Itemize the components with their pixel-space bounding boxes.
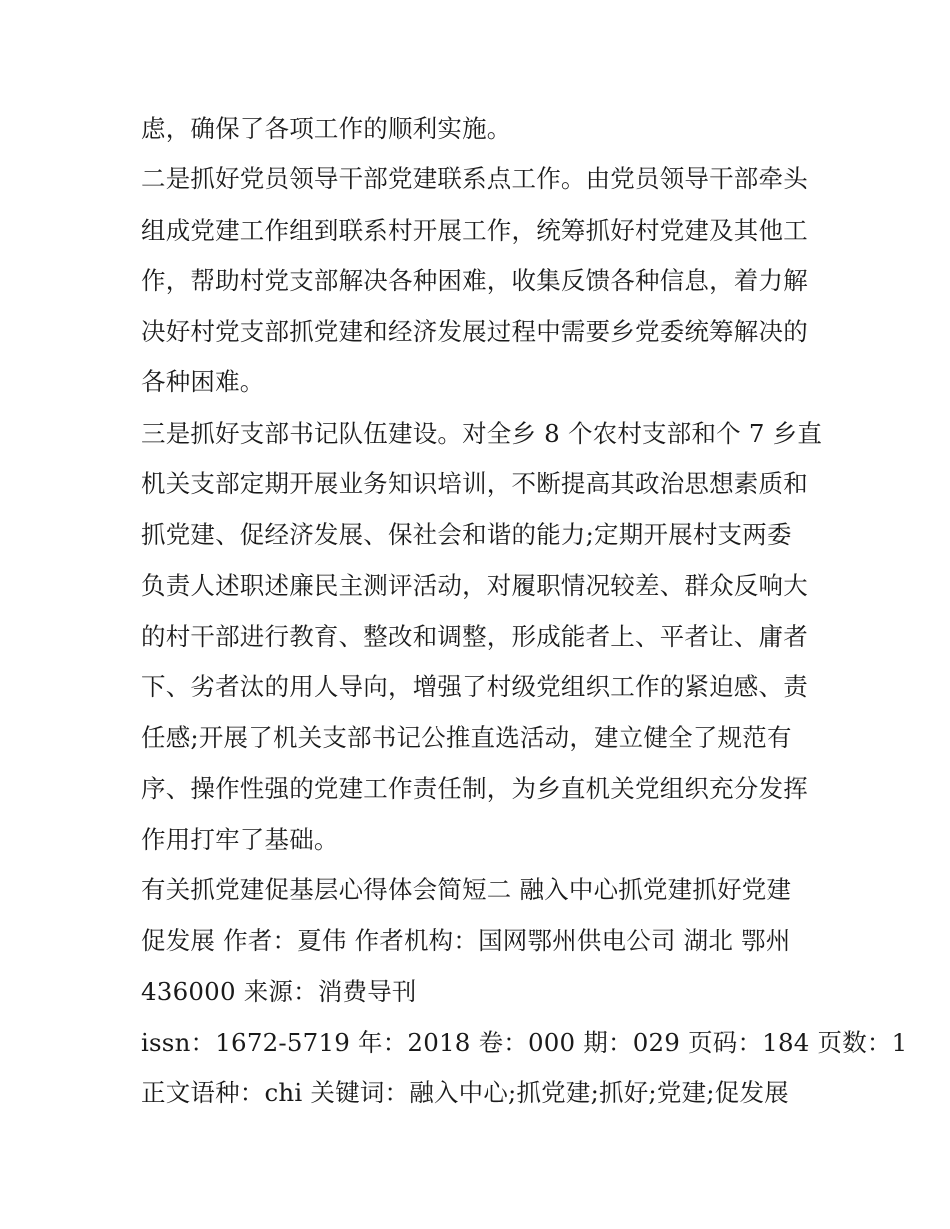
text-line-20: 正文语种：chi 关键词：融入中心;抓党建;抓好;党建;促发展	[141, 1078, 789, 1107]
text-line-6: 各种困难。	[141, 367, 265, 396]
text-line-17: 促发展 作者：夏伟 作者机构：国网鄂州供电公司 湖北 鄂州	[141, 926, 791, 955]
text-line-15: 作用打牢了基础。	[141, 825, 339, 854]
text-line-10: 负责人述职述廉民主测评活动，对履职情况较差、群众反响大	[141, 571, 808, 600]
text-line-7: 三是抓好支部书记队伍建设。对全乡 8 个农村支部和个 7 乡直	[141, 419, 823, 448]
text-line-2: 二是抓好党员领导干部党建联系点工作。由党员领导干部牵头	[141, 164, 808, 193]
text-line-18: 436000 来源：消费导刊	[141, 977, 417, 1006]
text-line-4: 作，帮助村党支部解决各种困难，收集反馈各种信息，着力解	[141, 266, 808, 295]
text-line-13: 任感;开展了机关支部书记公推直选活动，建立健全了规范有	[141, 723, 792, 752]
text-line-8: 机关支部定期开展业务知识培训，不断提高其政治思想素质和	[141, 469, 808, 498]
text-line-1: 虑，确保了各项工作的顺利实施。	[141, 114, 512, 143]
text-line-5: 决好村党支部抓党建和经济发展过程中需要乡党委统筹解决的	[141, 317, 808, 346]
text-line-19: issn：1672-5719 年：2018 卷：000 期：029 页码：184 页数：1	[141, 1028, 908, 1057]
text-line-16: 有关抓党建促基层心得体会简短二 融入中心抓党建抓好党建	[141, 875, 792, 904]
text-line-9: 抓党建、促经济发展、保社会和谐的能力;定期开展村支两委	[141, 520, 792, 549]
text-line-14: 序、操作性强的党建工作责任制，为乡直机关党组织充分发挥	[141, 774, 808, 803]
text-line-12: 下、劣者汰的用人导向，增强了村级党组织工作的紧迫感、责	[141, 672, 808, 701]
text-line-3: 组成党建工作组到联系村开展工作，统筹抓好村党建及其他工	[141, 216, 808, 245]
text-line-11: 的村干部进行教育、整改和调整，形成能者上、平者让、庸者	[141, 622, 808, 651]
